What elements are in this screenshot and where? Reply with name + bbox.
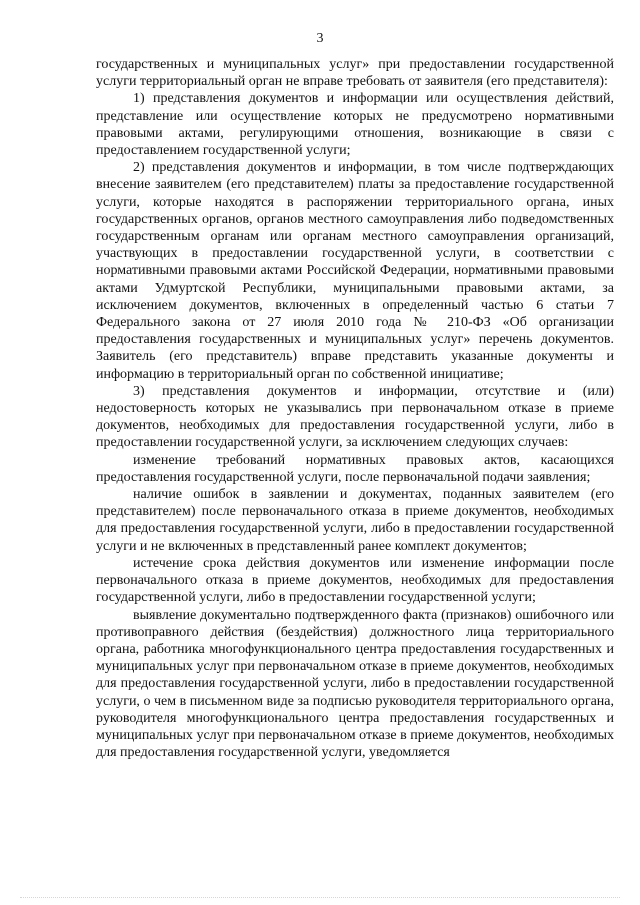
paragraph-intro-continuation: государственных и муниципальных услуг» при предоставлении государственной услуги территориальный орган не вправе требовать от заявителя (его представителя): [96,57,614,90]
document-body [96,56,614,761]
paragraph-item-1: 1) представления документов и информации или осуществления действий, представление или осуществление которых не предусмотрено нормативными правовыми актами, регулирующими отношения, возникающие в связи с предоставлением государственной услуги; [96,91,614,159]
paragraph-case-unlawful-action: выявление документально подтвержденного факта (признаков) ошибочного или противоправного действия (бездействия) должностного лица территориального органа, работника многофункционального центра предоставления государственных и муниципальных услуг при первоначальном отказе в приеме документов, необходимых для предоставления государственной услуги, либо в предоставлении государственной услуги, о чем в письменном виде за подписью руководителя территориального органа, руководителя многофункционального центра предоставления государственных и муниципальных услуг при первоначальном отказе в приеме документов, необходимых для предоставления государственной услуги, уведомляется [96,607,614,761]
paragraph-case-errors: наличие ошибок в заявлении и документах, поданных заявителем (его представителем) после первоначального отказа в приеме документов, необходимых для предоставления государственной услуги, либо в предоставлении государственной услуги и не включенных в представленный ранее комплект документов; [96,487,614,554]
scan-edge-divider [20,897,620,900]
paragraph-case-expiry: истечение срока действия документов или изменение информации после первоначального отказа в приеме документов, необходимых для предоставления государственной услуги, либо в предоставлении государственной услуги; [96,555,614,606]
page-number: 3 [316,31,324,46]
paragraph-item-3: 3) представления документов и информации, отсутствие и (или) недостоверность которых не указывались при первоначальном отказе в приеме документов, необходимых для предоставления государственной услуги, либо в предоставлении государственной услуги, за исключением следующих случаев: [96,383,614,451]
paragraph-case-requirements-change: изменение требований нормативных правовых актов, касающихся предоставления государственной услуги, после первоначальной подачи заявления; [96,452,614,485]
paragraph-item-2: 2) представления документов и информации, в том числе подтверждающих внесение заявителем (его представителем) платы за предоставление государственной услуги, которые находятся в распоряжении территориального органа, иных государственных органов, органов местного самоуправления либо подведомственных государственным органам или органам местного самоуправления организаций, участвующих в предоставлении государственной услуги, в соответствии с нормативными правовыми актами Российской Федерации, нормативными правовыми актами Удмуртской Республики, муниципальными правовыми актами, за исключением документов, включенных в определенный частью 6 статьи 7 Федерального закона от 27 июля 2010 года № 210-ФЗ «Об организации предоставления государственных и муниципальных услуг» перечень документов. Заявитель (его представитель) вправе представить указанные документы и информацию в территориальный орган по собственной инициативе; [96,160,614,382]
